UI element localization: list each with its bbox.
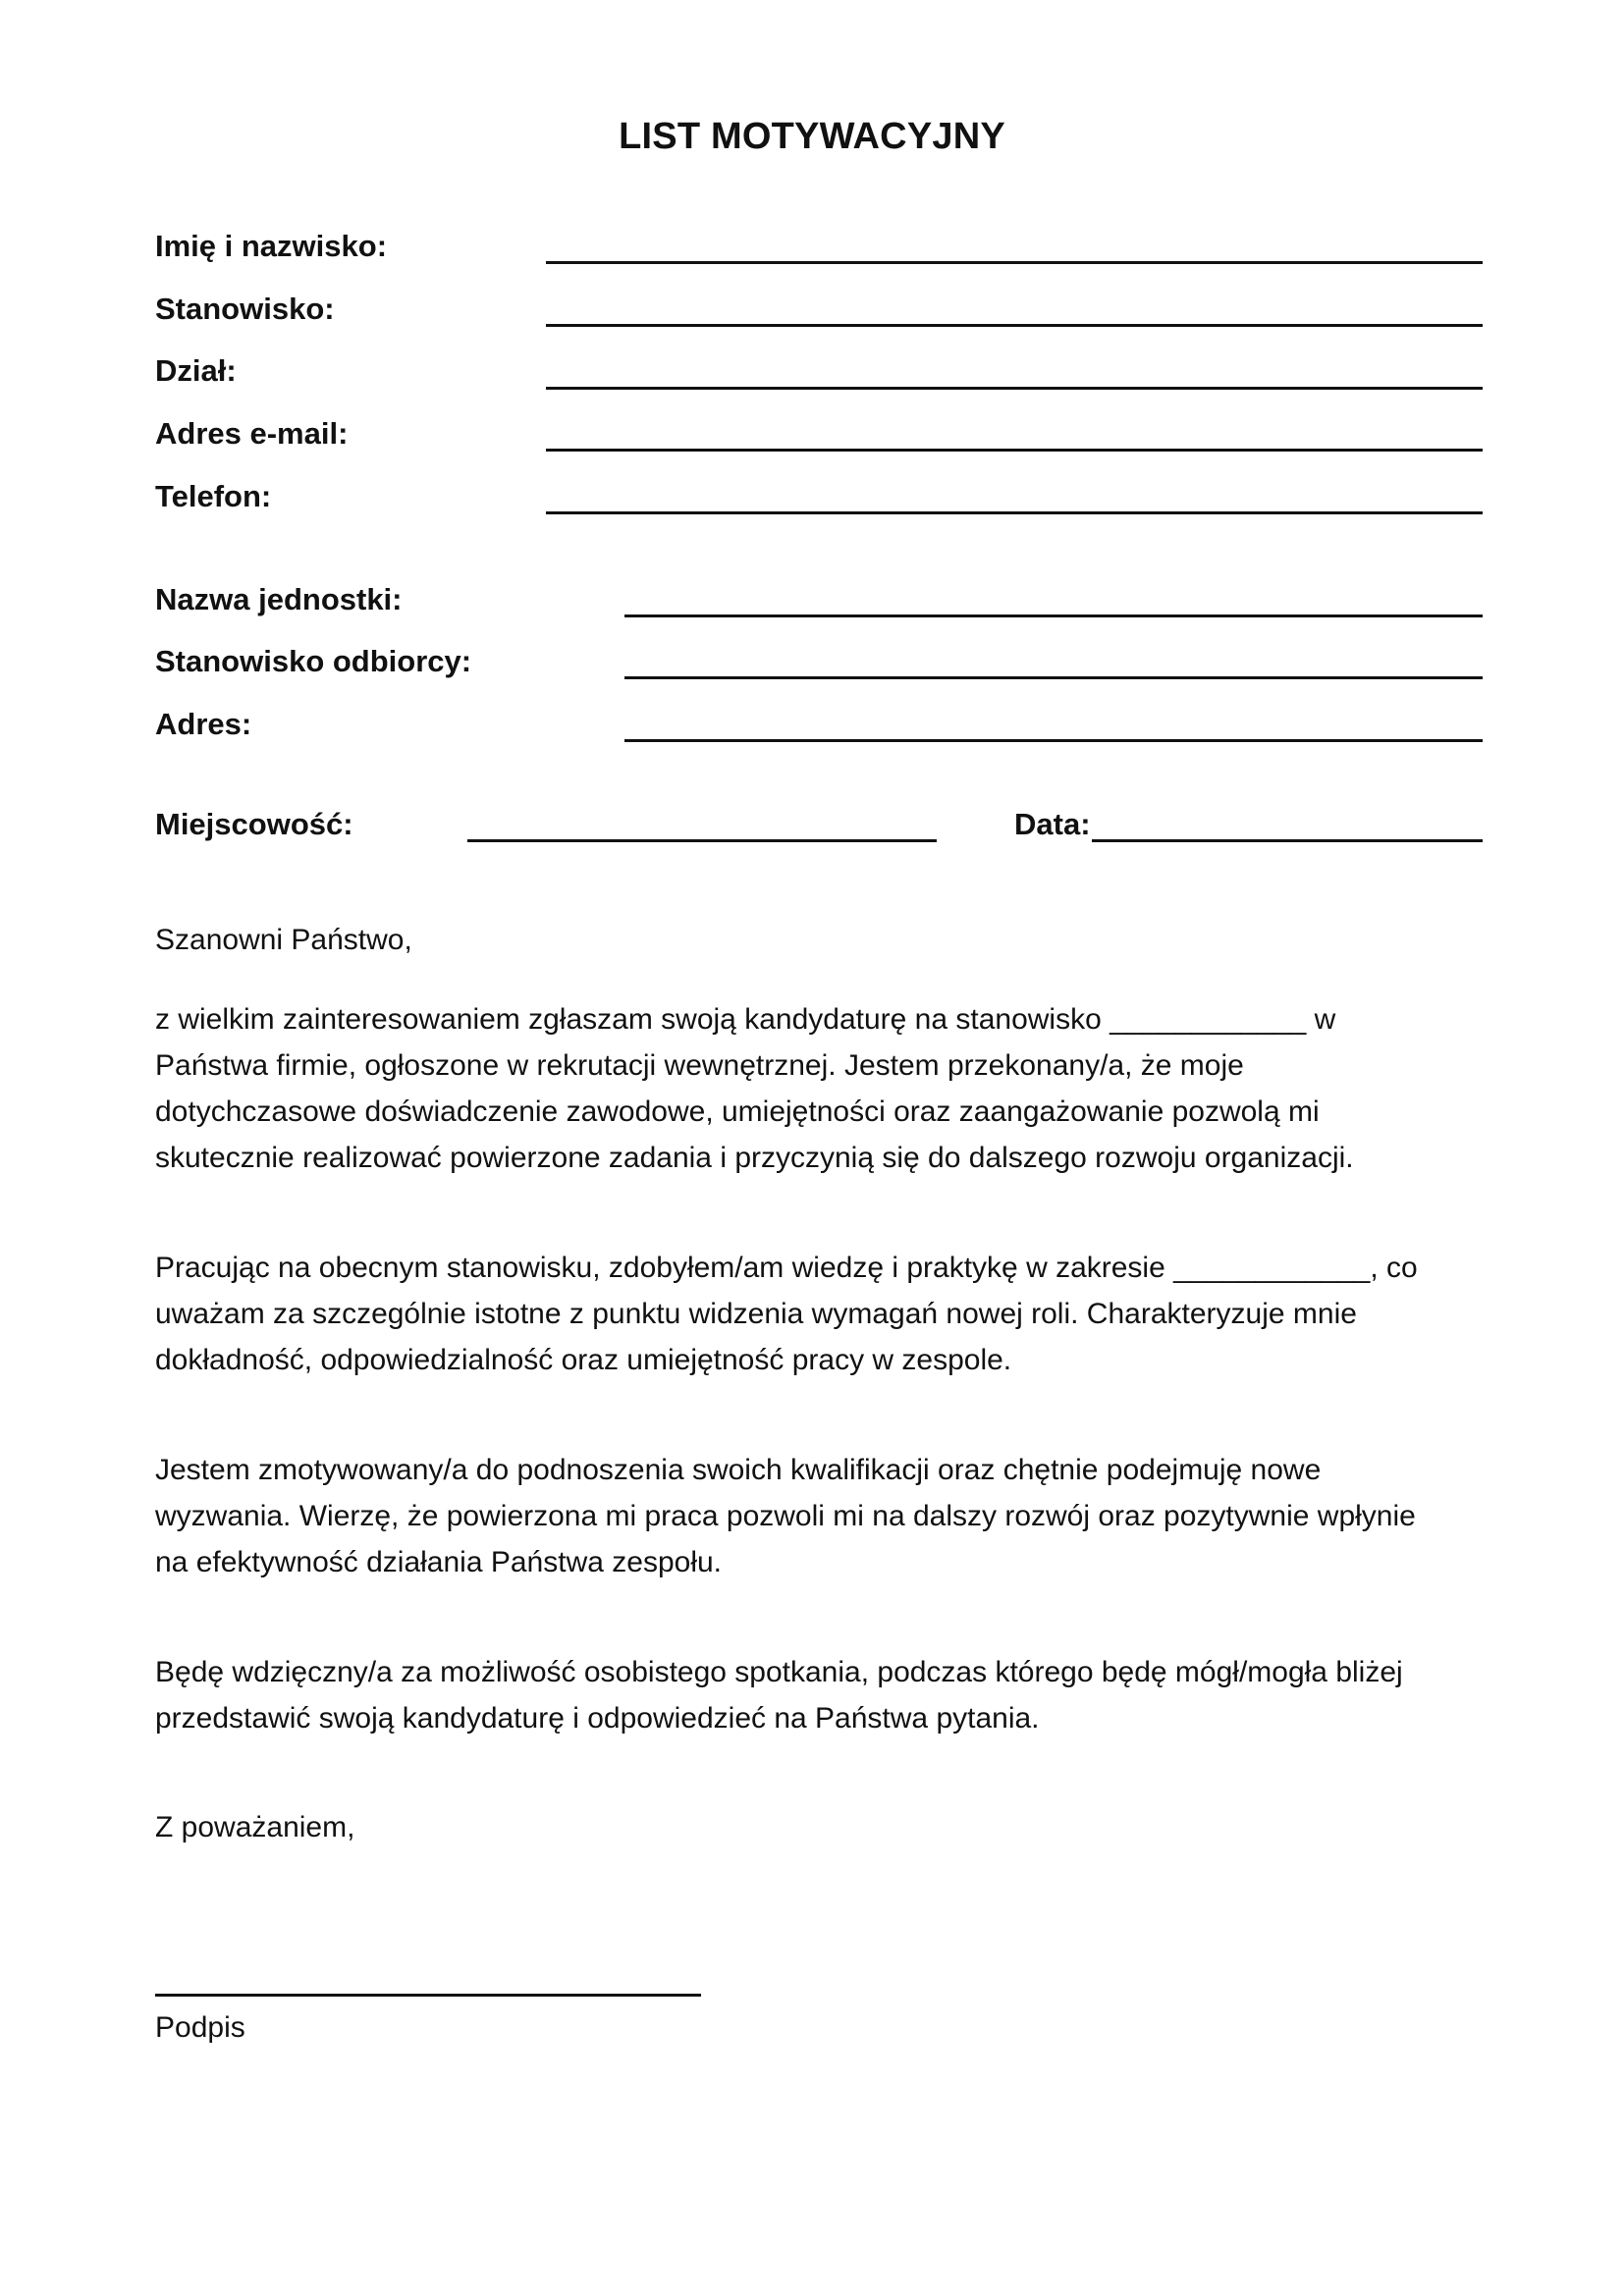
field-line-address[interactable] — [624, 739, 1483, 742]
field-label-department: Dział: — [155, 353, 237, 388]
field-label-date: Data: — [1014, 807, 1091, 841]
paragraph-line: z wielkim zainteresowaniem zgłaszam swoją kandydaturę na stanowisko ____________ w — [155, 1003, 1336, 1036]
paragraph-line: skutecznie realizować powierzone zadania i przyczynią się do dalszego rozwoju organizacji. — [155, 1142, 1354, 1174]
letter-paragraph-3 — [155, 1447, 1510, 1585]
field-label-address: Adres: — [155, 707, 252, 741]
field-label-full-name: Imię i nazwisko: — [155, 229, 388, 263]
paragraph-line: przedstawić swoją kandydaturę i odpowiedzieć na Państwa pytania. — [155, 1702, 1040, 1735]
field-label-phone: Telefon: — [155, 479, 272, 513]
field-line-position[interactable] — [546, 324, 1483, 327]
paragraph-line: na efektywność działania Państwa zespołu. — [155, 1546, 723, 1578]
field-label-position: Stanowisko: — [155, 292, 335, 326]
field-line-full-name[interactable] — [546, 261, 1483, 264]
field-label-recipient-position: Stanowisko odbiorcy: — [155, 644, 472, 678]
field-line-unit-name[interactable] — [624, 614, 1483, 617]
paragraph-line: dotychczasowe doświadczenie zawodowe, umiejętności oraz zaangażowanie pozwolą mi — [155, 1095, 1320, 1128]
signature-line[interactable] — [155, 1994, 701, 1997]
paragraph-line: uważam za szczególnie istotne z punktu widzenia wymagań nowej roli. Charakteryzuje mnie — [155, 1298, 1357, 1330]
letter-greeting: Szanowni Państwo, — [155, 924, 412, 956]
field-line-email[interactable] — [546, 449, 1483, 452]
letter-closing: Z poważaniem, — [155, 1811, 355, 1843]
paragraph-line: Będę wdzięczny/a za możliwość osobistego spotkania, podczas którego będę mógł/mogła bliżej — [155, 1656, 1403, 1688]
field-line-date[interactable] — [1092, 839, 1483, 842]
field-line-phone[interactable] — [546, 511, 1483, 514]
paragraph-line: Jestem zmotywowany/a do podnoszenia swoich kwalifikacji oraz chętnie podejmuję nowe — [155, 1454, 1322, 1486]
field-line-place[interactable] — [467, 839, 937, 842]
field-line-department[interactable] — [546, 387, 1483, 390]
field-label-unit-name: Nazwa jednostki: — [155, 582, 403, 616]
paragraph-line: Państwa firmie, ogłoszone w rekrutacji wewnętrznej. Jestem przekonany/a, że moje — [155, 1049, 1244, 1082]
field-label-email: Adres e-mail: — [155, 416, 349, 451]
paragraph-line: wyzwania. Wierzę, że powierzona mi praca pozwoli mi na dalszy rozwój oraz pozytywnie wpłynie — [155, 1500, 1416, 1532]
paragraph-line: dokładność, odpowiedzialność oraz umiejętność pracy w zespole. — [155, 1344, 1012, 1376]
field-label-place: Miejscowość: — [155, 807, 353, 841]
field-line-recipient-position[interactable] — [624, 676, 1483, 679]
letter-paragraph-1 — [155, 996, 1510, 1181]
signature-label: Podpis — [155, 2011, 245, 2044]
letter-paragraph-4 — [155, 1649, 1510, 1741]
paragraph-line: Pracując na obecnym stanowisku, zdobyłem/am wiedzę i praktykę w zakresie ____________, co — [155, 1252, 1418, 1284]
document-title: LIST MOTYWACYJNY — [619, 116, 1005, 157]
letter-paragraph-2 — [155, 1245, 1510, 1383]
